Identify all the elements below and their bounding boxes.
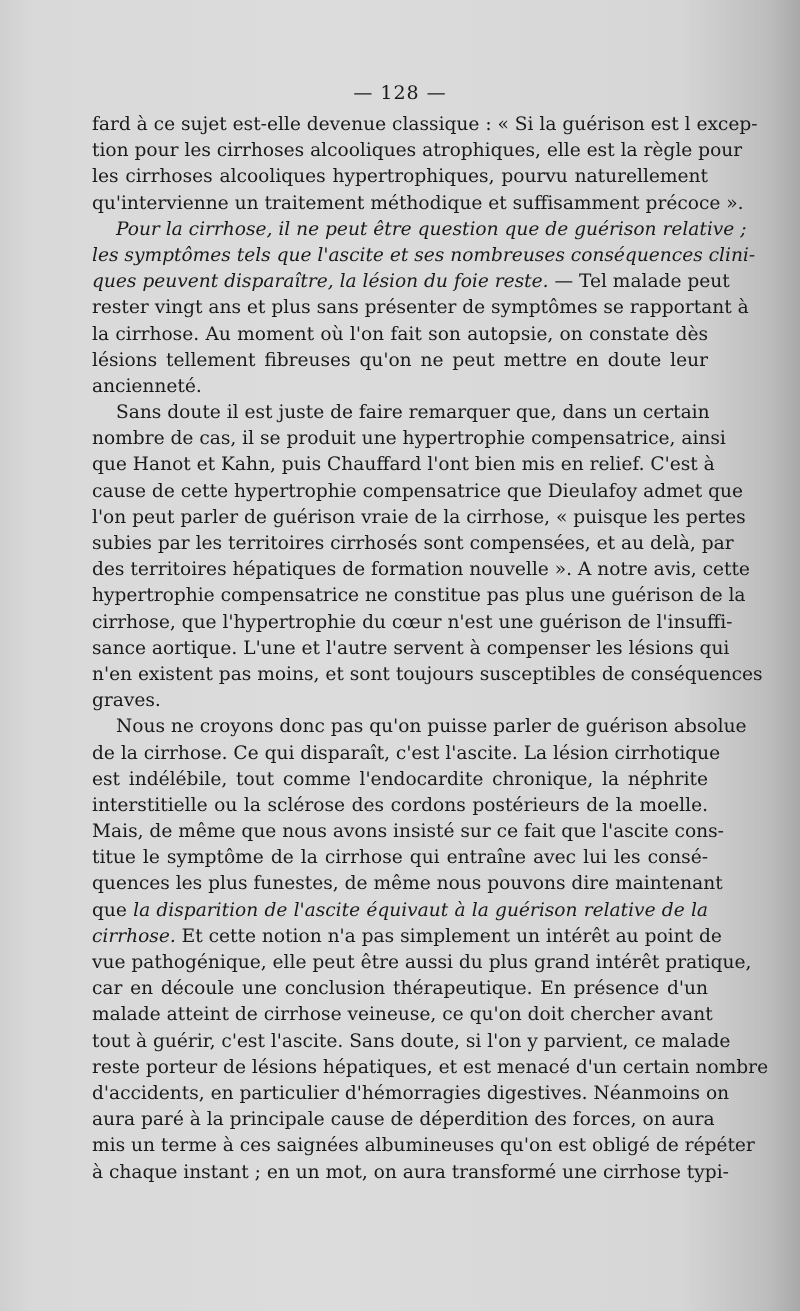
- text-line: [92, 898, 708, 924]
- text-run: malade atteint de cirrhose veineuse, ce qu'on doit chercher avant: [92, 1004, 713, 1026]
- text-line: [92, 610, 733, 636]
- italic-text: la disparition de l'ascite équivaut à la guérison relative de la: [133, 899, 708, 921]
- text-line: [92, 767, 708, 793]
- italic-text: Pour la cirrhose, il ne peut être question que de guérison relative ;: [116, 218, 747, 240]
- text-line: [92, 845, 708, 871]
- text-run: vue pathogénique, elle peut être aussi du plus grand intérêt pratique,: [92, 952, 752, 973]
- text-run: que: [92, 899, 134, 921]
- text-line: [92, 1029, 731, 1055]
- paragraph: [92, 714, 769, 1185]
- page-number: — 128 —: [353, 82, 447, 104]
- text-line: [92, 557, 750, 583]
- text-run: car en découle une conclusion thérapeutique. En présence d'un: [92, 978, 708, 1000]
- text-run: aura paré à la principale cause de déperdition des forces, on aura: [92, 1109, 715, 1131]
- text-line: [92, 976, 708, 1002]
- italic-text: ques peuvent disparaître, la lésion du foie reste.: [92, 271, 549, 293]
- text-line: [92, 479, 744, 505]
- text-run: Sans doute il est juste de faire remarquer que, dans un certain: [116, 402, 710, 424]
- text-line: [92, 452, 715, 478]
- text-run: cause de cette hypertrophie compensatrice que Dieulafoy admet que: [92, 480, 744, 502]
- text-run: rester vingt ans et plus sans présenter de symptômes se rapportant à: [92, 297, 749, 319]
- paragraph: [92, 112, 758, 217]
- text-line: [92, 950, 752, 976]
- text-line: [92, 426, 726, 452]
- text-line: [92, 662, 763, 688]
- text-line: [92, 269, 730, 295]
- text-run: mis un terme à ces saignées albumineuses qu'on est obligé de répéter: [92, 1135, 755, 1157]
- text-run: Et cette notion n'a pas simplement un intérêt au point de: [175, 925, 722, 947]
- text-line: [92, 531, 734, 557]
- text-run: interstitielle ou la sclérose des cordons postérieurs de la moelle.: [92, 794, 708, 816]
- text-run: n'en existent pas moins, et sont toujours susceptibles de conséquences: [92, 663, 763, 685]
- text-line: [92, 1107, 715, 1133]
- text-line: [92, 1081, 730, 1107]
- text-run: hypertrophie compensatrice ne constitue pas plus une guérison de la: [92, 585, 746, 607]
- text-run: Nous ne croyons donc pas qu'on puisse parler de guérison absolue: [116, 716, 747, 738]
- text-line: [92, 374, 708, 400]
- text-run: cirrhose, que l'hypertrophie du cœur n'est une guérison de l'insuffi-: [92, 611, 733, 633]
- text-line: [92, 741, 721, 767]
- italic-text: cirrhose.: [92, 925, 176, 947]
- text-run: que Hanot et Kahn, puis Chauffard l'ont bien mis en relief. C'est à: [92, 454, 715, 476]
- text-line: [92, 191, 744, 217]
- body-text: [92, 112, 769, 1186]
- text-line: [92, 714, 747, 740]
- text-line: [92, 636, 730, 662]
- text-run: tout à guérir, c'est l'ascite. Sans doute, si l'on y parvient, ce malade: [92, 1030, 731, 1052]
- text-run: qu'intervienne un traitement méthodique et suffisamment précoce ».: [92, 192, 744, 214]
- text-run: l'on peut parler de guérison vraie de la cirrhose, « puisque les pertes: [92, 506, 746, 528]
- italic-text: les symptômes tels que l'ascite et ses nombreuses conséquences clini-: [92, 244, 756, 266]
- text-run: est indélébile, tout comme l'endocardite chronique, la néphrite: [92, 768, 708, 790]
- text-run: la cirrhose. Au moment où l'on fait son autopsie, on constate dès: [92, 323, 708, 345]
- text-run: les cirrhoses alcooliques hypertrophiques, pourvu naturellement: [92, 166, 708, 188]
- text-run: de la cirrhose. Ce qui disparaît, c'est l'ascite. La lésion cirrhotique: [92, 742, 721, 764]
- text-line: [92, 295, 749, 321]
- text-line: [92, 819, 724, 845]
- text-run: ancienneté.: [92, 375, 202, 397]
- text-line: [92, 1055, 769, 1081]
- text-line: [92, 871, 723, 897]
- text-run: subies par les territoires cirrhosés sont compensées, et au delà, par: [92, 533, 734, 554]
- text-run: fard à ce sujet est-elle devenue classique : « Si la guérison est l excep-: [92, 114, 758, 135]
- text-line: [92, 243, 756, 269]
- text-line: [92, 1002, 713, 1028]
- text-line: [92, 400, 708, 426]
- text-run: lésions tellement fibreuses qu'on ne peut mettre en doute leur: [92, 349, 708, 371]
- text-run: des territoires hépatiques de formation nouvelle ». A notre avis, cette: [92, 559, 750, 581]
- text-run: sance aortique. L'une et l'autre servent à compenser les lésions qui: [92, 637, 730, 659]
- text-run: titue le symptôme de la cirrhose qui entraîne avec lui les consé-: [92, 847, 708, 869]
- text-run: d'accidents, en particulier d'hémorragies digestives. Néanmoins on: [92, 1082, 730, 1104]
- text-run: tion pour les cirrhoses alcooliques atrophiques, elle est la règle pour: [92, 140, 743, 162]
- text-line: [92, 217, 747, 243]
- text-run: nombre de cas, il se produit une hypertrophie compensatrice, ainsi: [92, 428, 726, 450]
- text-line: [92, 924, 722, 950]
- text-line: [92, 583, 746, 609]
- text-line: [92, 164, 708, 190]
- text-run: quences les plus funestes, de même nous pouvons dire maintenant: [92, 873, 723, 895]
- text-run: reste porteur de lésions hépatiques, et est menacé d'un certain nombre: [92, 1056, 769, 1078]
- text-line: [92, 505, 746, 531]
- text-line: [92, 793, 708, 819]
- text-run: à chaque instant ; en un mot, on aura transformé une cirrhose typi-: [92, 1161, 729, 1183]
- text-run: graves.: [92, 690, 161, 712]
- text-run: Mais, de même que nous avons insisté sur ce fait que l'ascite cons-: [92, 821, 724, 843]
- text-line: [92, 1133, 755, 1159]
- text-run: — Tel malade peut: [548, 271, 730, 293]
- text-line: [92, 322, 708, 348]
- text-line: [92, 348, 708, 374]
- text-line: [92, 1160, 729, 1186]
- paragraph: [92, 217, 756, 400]
- text-line: [92, 688, 708, 714]
- text-line: [92, 112, 758, 138]
- text-line: [92, 138, 743, 164]
- paragraph: [92, 400, 763, 714]
